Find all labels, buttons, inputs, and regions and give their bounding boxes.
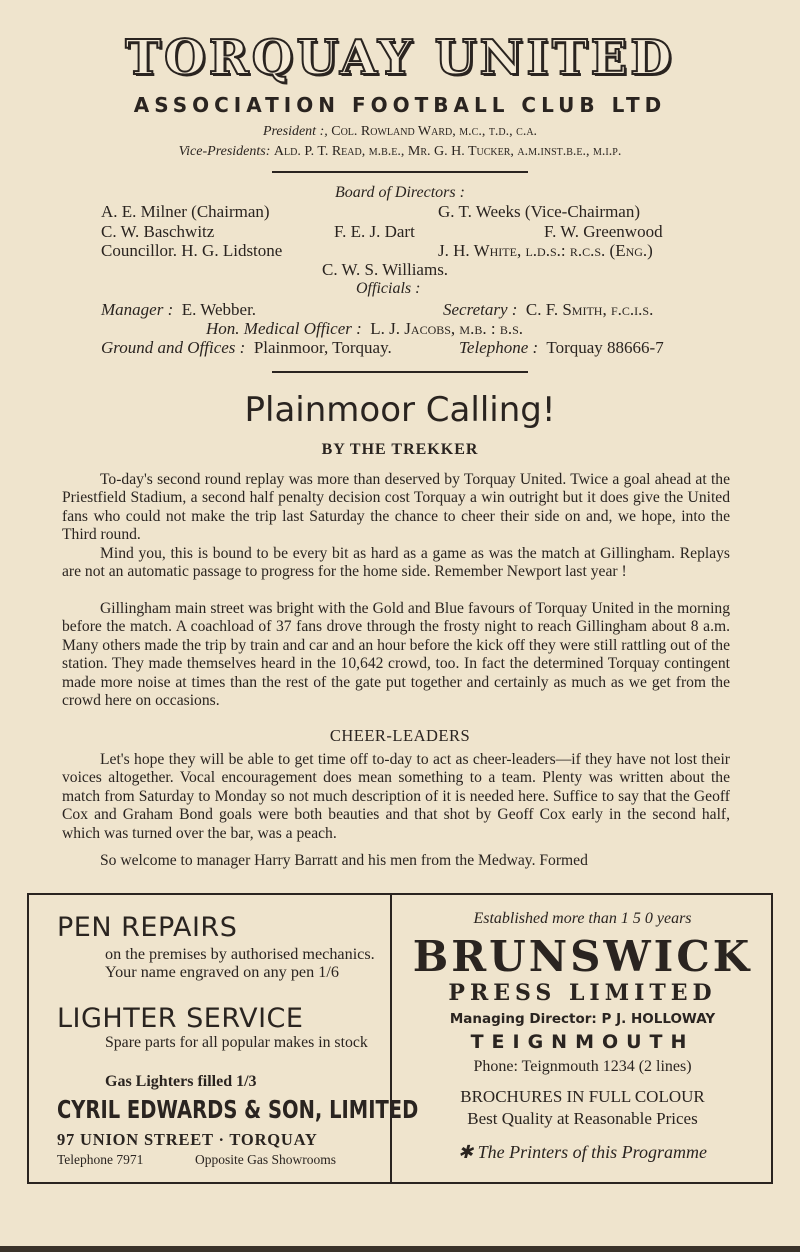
vice-presidents-names: Ald. P. T. Read, m.b.e., Mr. G. H. Tucker, a.m.inst.b.e., m.i.p. <box>273 144 622 159</box>
chairman: A. E. Milner (Chairman) <box>101 202 270 221</box>
article-paragraph-2: Mind you, this is bound to be every bit as hard as a game as was the match at Gillingham. Replays are not an automatic passage to progress for the home side. Remember Newport last year ! <box>62 545 730 581</box>
telephone-value: Torquay 88666-7 <box>546 338 664 357</box>
article-title: Plainmoor Calling! <box>244 390 556 430</box>
director-dart: F. E. J. Dart <box>334 222 415 241</box>
article-byline: BY THE TREKKER <box>321 441 479 458</box>
club-name: TORQUAY UNITED <box>125 30 675 86</box>
ground-line <box>101 338 392 358</box>
press-phone: Phone: Teignmouth 1234 (2 lines) <box>473 1058 692 1075</box>
secretary-label: Secretary : <box>443 300 518 319</box>
president-name: Col. Rowland Ward, m.c., t.d., c.a. <box>331 124 538 139</box>
press-limited: PRESS LIMITED <box>448 980 717 1006</box>
board-heading: Board of Directors : <box>335 184 465 201</box>
director-baschwitz: C. W. Baschwitz <box>101 222 215 241</box>
article-paragraph-5: So welcome to manager Harry Barratt and his men from the Medway. Formed <box>100 852 588 869</box>
medical-label: Hon. Medical Officer : <box>206 319 362 338</box>
vice-chairman: G. T. Weeks (Vice-Chairman) <box>438 202 641 221</box>
article-paragraph-1: To-day's second round replay was more than deserved by Torquay United. Twice a goal ahead at the Priestfield Stadium, a second half penalty decision cost Torquay a win outright but it does give the United fans who could not make the trip last Saturday the chance to cheer their side on and, we hope, into the Third round. <box>62 471 730 544</box>
ground-value: Plainmoor, Torquay. <box>253 338 392 357</box>
medical-name: L. J. Jacobs, m.b. : b.s. <box>370 319 524 338</box>
teignmouth: TEIGNMOUTH <box>470 1031 695 1053</box>
company-telephone: Telephone 7971 <box>57 1152 144 1167</box>
pen-repairs-body: on the premises by authorised mechanics. Your name engraved on any pen 1/6 <box>105 945 375 982</box>
director-williams: C. W. S. Williams. <box>322 260 449 279</box>
ground-label: Ground and Offices : <box>101 338 246 357</box>
officials-heading: Officials : <box>356 280 421 297</box>
vice-presidents-line <box>0 144 800 160</box>
brunswick-name: BRUNSWICK <box>412 932 753 981</box>
gas-lighters-text: Gas Lighters filled 1/3 <box>105 1073 257 1090</box>
company-address: 97 UNION STREET · TORQUAY <box>57 1130 318 1149</box>
brochures-text: BROCHURES IN FULL COLOUR <box>460 1087 705 1106</box>
page-bottom-edge <box>0 1246 800 1252</box>
vice-presidents-label: Vice-Presidents: <box>178 144 271 159</box>
secretary-line <box>443 300 653 320</box>
president-line <box>0 124 800 140</box>
director-white: J. H. White, l.d.s.: r.c.s. (Eng.) <box>438 241 653 260</box>
secretary-name: C. F. Smith, f.c.i.s. <box>525 300 654 319</box>
company-name: CYRIL EDWARDS & SON, LIMITED <box>57 1095 419 1124</box>
managing-director: Managing Director: P J. HOLLOWAY <box>449 1011 716 1027</box>
telephone-label: Telephone : <box>459 338 539 357</box>
president-label: President :, <box>262 124 328 139</box>
header-divider <box>272 171 528 173</box>
article-subheading: CHEER-LEADERS <box>329 726 471 745</box>
spare-parts-text: Spare parts for all popular makes in stock <box>105 1034 368 1051</box>
established-text: Established more than 1 5 0 years <box>473 910 692 927</box>
lighter-service-title: LIGHTER SERVICE <box>57 1003 304 1034</box>
manager-name: E. Webber. <box>181 300 257 319</box>
telephone-line <box>459 338 664 358</box>
pen-repairs-title: PEN REPAIRS <box>57 912 238 943</box>
article-paragraph-4: Let's hope they will be able to get time off to-day to act as cheer-leaders—if they have not lost their voices altogether. Vocal encouragement does mean something to a team. Plenty was written about the match from Saturday to Monday so not much description of it is needed here. Suffice to say that the Geoff Cox and Graham Bond goals were both beauties and that shot by Geoff Cox early in the second half, which was turned over the bar, was a peach. <box>62 751 730 842</box>
manager-line <box>101 300 256 320</box>
medical-line <box>206 319 523 339</box>
quality-text: Best Quality at Reasonable Prices <box>467 1109 698 1128</box>
association-line: ASSOCIATION FOOTBALL CLUB LTD <box>133 93 667 117</box>
article-paragraph-3: Gillingham main street was bright with the Gold and Blue favours of Torquay United in the morning before the match. A coachload of 37 fans drove through the frosty night to reach Gillingham about 8 a.m. Many others made the trip by train and car and an hour before the kick off they were still rattling out of the station. They made themselves heard in the 10,642 crowd, too. In fact the determined Torquay contingent made more noise at times than the rest of the gate put together and certainly as much as we get from the crowd here on occasions. <box>62 600 730 710</box>
manager-label: Manager : <box>101 300 174 319</box>
officials-divider <box>272 371 528 373</box>
company-location: Opposite Gas Showrooms <box>195 1152 336 1167</box>
director-greenwood: F. W. Greenwood <box>544 222 663 241</box>
director-lidstone: Councillor. H. G. Lidstone <box>101 241 283 260</box>
printers-text: ✱ The Printers of this Programme <box>458 1142 707 1162</box>
